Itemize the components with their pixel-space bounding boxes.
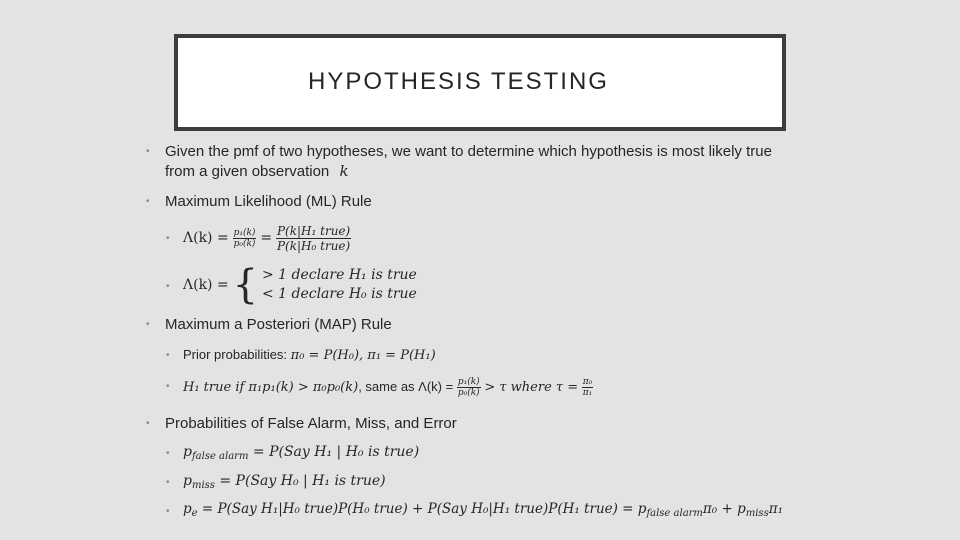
p-symbol: p xyxy=(183,444,192,460)
ml-rule-heading: Maximum Likelihood (ML) Rule xyxy=(165,193,372,210)
bullet-1-line-2 xyxy=(165,162,349,181)
threshold-math: > τ where τ = xyxy=(484,380,579,395)
error-rhs-2: π₀ + p xyxy=(702,501,746,517)
subscript: false alarm xyxy=(191,451,249,462)
false-alarm-probability xyxy=(183,443,419,466)
fraction-denominator: p₀(k) xyxy=(233,239,256,249)
fraction-numerator: p₁(k) xyxy=(457,377,480,388)
prior-probabilities xyxy=(183,346,436,365)
bullet-marker: • xyxy=(166,233,170,244)
error-rhs-3: π₁ xyxy=(768,501,783,517)
bullet-1-line-2-text: from a given observation xyxy=(165,163,330,180)
bullet-marker: • xyxy=(146,146,150,157)
map-decision-rule xyxy=(183,372,593,403)
ratio-fraction xyxy=(457,377,481,398)
lambda-lhs: Λ(k) = xyxy=(183,230,229,247)
fraction-denominator: P(k|H₀ true) xyxy=(276,239,351,253)
slide-title: HYPOTHESIS TESTING xyxy=(308,68,609,95)
false-alarm-rhs: = P(Say H₁ | H₀ is true) xyxy=(252,444,420,460)
bullet-marker: • xyxy=(166,506,170,517)
fraction-numerator: P(k|H₁ true) xyxy=(276,224,351,238)
bullet-marker: • xyxy=(146,418,150,429)
p-symbol: p xyxy=(183,501,192,517)
lambda-lhs: Λ(k) = xyxy=(183,277,229,293)
subscript: e xyxy=(191,508,198,519)
threshold-fraction xyxy=(582,377,594,398)
left-brace: { xyxy=(232,262,259,309)
miss-probability xyxy=(183,472,386,495)
fraction-numerator: π₀ xyxy=(582,377,593,388)
fraction-denominator: p₀(k) xyxy=(457,388,480,399)
error-probabilities-heading: Probabilities of False Alarm, Miss, and Error xyxy=(165,415,457,432)
miss-rhs: = P(Say H₀ | H₁ is true) xyxy=(219,473,386,489)
map-rule-text: , same as Λ(k) = xyxy=(358,379,454,394)
subscript: false alarm xyxy=(646,508,703,519)
map-rule-heading: Maximum a Posteriori (MAP) Rule xyxy=(165,316,392,333)
error-probability xyxy=(183,500,783,523)
ml-likelihood-ratio-equation xyxy=(183,224,351,253)
fraction-denominator: π₁ xyxy=(582,388,593,399)
decision-cases xyxy=(262,266,417,304)
subscript: miss xyxy=(745,508,769,519)
equals-sign: = xyxy=(260,230,273,247)
error-rhs-1: = P(Say H₁|H₀ true)P(H₀ true) + P(Say H₀|H₁ true)P(H₁ true) = p xyxy=(201,501,647,517)
prior-math: π₀ = P(H₀), π₁ = P(H₁) xyxy=(290,348,436,363)
ratio-fraction xyxy=(233,228,257,249)
bullet-marker: • xyxy=(146,196,150,207)
ml-decision-rule xyxy=(183,262,417,307)
case-less: < 1 declare H₀ is true xyxy=(261,286,417,303)
bullet-marker: • xyxy=(166,477,170,488)
bullet-marker: • xyxy=(166,448,170,459)
fraction-numerator: p₁(k) xyxy=(233,228,256,238)
bullet-marker: • xyxy=(146,319,150,330)
bullet-1-line-1: Given the pmf of two hypotheses, we want to determine which hypothesis is most likely true xyxy=(165,143,772,160)
observation-variable: k xyxy=(339,162,349,180)
bullet-marker: • xyxy=(166,381,170,392)
bullet-marker: • xyxy=(166,281,170,292)
case-greater: > 1 declare H₁ is true xyxy=(261,267,417,284)
map-rule-math: H₁ true if π₁p₁(k) > π₀p₀(k) xyxy=(183,380,359,395)
bullet-marker: • xyxy=(166,350,170,361)
subscript: miss xyxy=(191,480,215,491)
prior-label: Prior probabilities: xyxy=(183,347,288,362)
conditional-fraction xyxy=(276,224,351,253)
p-symbol: p xyxy=(183,473,192,489)
